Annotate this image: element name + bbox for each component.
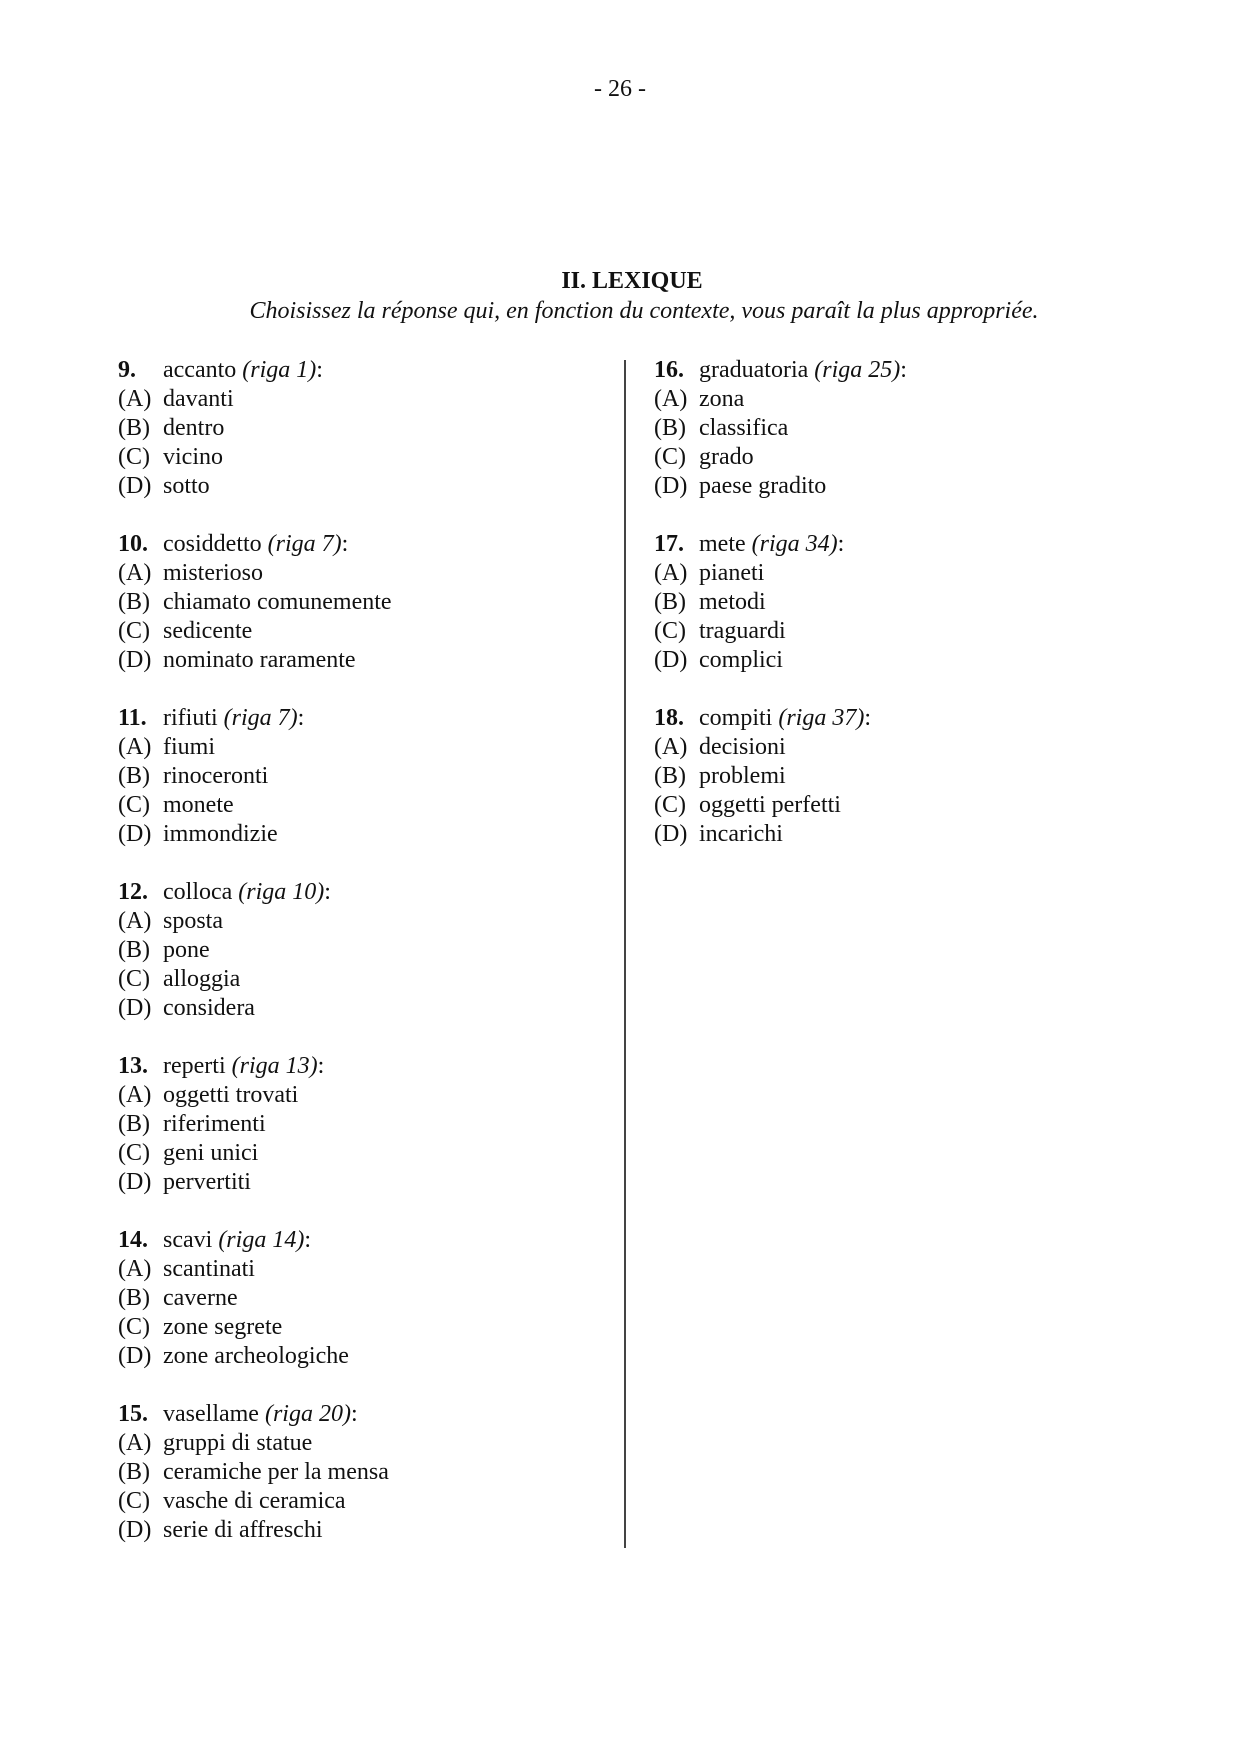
answer-option [118,1139,608,1168]
option-letter: (A) [654,386,688,412]
option-text: vasche di ceramica [163,1488,346,1514]
option-letter: (D) [654,821,688,847]
line-reference: (riga 37) [778,705,865,731]
option-text: incarichi [699,821,783,847]
option-text: scantinati [163,1256,255,1282]
question-word: rifiuti [163,705,218,731]
question-stem [118,704,608,733]
option-letter: (C) [118,966,150,992]
question-word: vasellame [163,1401,259,1427]
question-stem [654,356,1154,385]
option-text: gruppi di statue [163,1430,313,1456]
question-block [118,1226,608,1371]
option-text: zone segrete [163,1314,283,1340]
question-number: 17. [654,531,684,557]
question-stem [118,1400,608,1429]
question-number: 11. [118,705,147,731]
option-text: geni unici [163,1140,259,1166]
answer-option [118,1487,608,1516]
question-number: 14. [118,1227,148,1253]
answer-option [654,385,1154,414]
option-letter: (D) [654,473,688,499]
option-letter: (C) [654,792,686,818]
option-letter: (D) [118,1169,152,1195]
answer-option [118,472,608,501]
option-text: immondizie [163,821,278,847]
option-letter: (B) [118,1111,150,1137]
line-reference: (riga 34) [751,531,838,557]
question-word: cosiddetto [163,531,262,557]
answer-option [118,907,608,936]
option-text: oggetti perfetti [699,792,841,818]
answer-option [654,588,1154,617]
page-number: - 26 - [594,76,646,102]
section-title: II. LEXIQUE [561,268,703,294]
line-reference: (riga 10) [238,879,325,905]
option-text: complici [699,647,783,673]
option-letter: (A) [118,908,152,934]
option-letter: (A) [118,1082,152,1108]
option-letter: (A) [118,1256,152,1282]
option-text: chiamato comunemente [163,589,392,615]
question-block [118,1052,608,1197]
option-text: paese gradito [699,473,827,499]
question-stem [118,356,608,385]
answer-option [118,1313,608,1342]
question-word: mete [699,531,746,557]
line-reference: (riga 1) [242,357,317,383]
stem-colon: : [837,531,845,557]
line-reference: (riga 14) [218,1227,305,1253]
stem-colon: : [900,357,907,383]
column-divider [624,360,626,1548]
option-text: classifica [699,415,789,441]
option-letter: (B) [118,1285,150,1311]
option-letter: (B) [654,763,686,789]
option-letter: (A) [654,734,688,760]
answer-option [118,1284,608,1313]
question-stem [118,530,608,559]
answer-option [118,1516,608,1545]
question-block [654,704,1154,849]
option-letter: (C) [118,1488,150,1514]
answer-option [118,1110,608,1139]
option-text: davanti [163,386,234,412]
answer-option [118,791,608,820]
option-letter: (B) [118,415,150,441]
option-text: oggetti trovati [163,1082,299,1108]
answer-option [118,559,608,588]
option-letter: (C) [118,792,150,818]
question-word: accanto [163,357,237,383]
question-word: compiti [699,705,773,731]
answer-option [118,820,608,849]
question-block [118,530,608,675]
question-number: 16. [654,357,684,383]
option-letter: (B) [654,415,686,441]
stem-colon: : [316,357,323,383]
question-stem [118,1226,608,1255]
question-number: 15. [118,1401,148,1427]
answer-option [118,1342,608,1371]
stem-colon: : [324,879,331,905]
answer-option [654,762,1154,791]
question-number: 13. [118,1053,148,1079]
option-text: serie di affreschi [163,1517,323,1543]
option-text: fiumi [163,734,215,760]
option-letter: (B) [654,589,686,615]
option-letter: (D) [118,821,152,847]
stem-colon: : [341,531,349,557]
option-text: zone archeologiche [163,1343,349,1369]
option-letter: (B) [118,937,150,963]
question-block [118,878,608,1023]
option-letter: (D) [118,1343,152,1369]
option-text: rinoceronti [163,763,269,789]
section-instructions: Choisissez la réponse qui, en fonction du contexte, vous paraît la plus appropriée. [249,298,1039,324]
option-letter: (B) [118,589,150,615]
question-block [654,530,1154,675]
option-text: nominato raramente [163,647,356,673]
question-block [118,356,608,501]
option-text: pone [163,937,210,963]
option-letter: (C) [118,618,150,644]
option-letter: (C) [654,618,686,644]
answer-option [654,791,1154,820]
line-reference: (riga 20) [264,1401,351,1427]
option-letter: (D) [118,1517,152,1543]
stem-colon: : [350,1401,358,1427]
option-text: metodi [699,589,766,615]
option-letter: (C) [654,444,686,470]
option-text: grado [699,444,754,470]
question-word: graduatoria [699,357,809,383]
answer-option [118,1255,608,1284]
right-question-column [654,356,1154,878]
answer-option [654,414,1154,443]
answer-option [118,414,608,443]
answer-option [118,1429,608,1458]
option-letter: (D) [118,647,152,673]
option-text: problemi [699,763,786,789]
option-text: sedicente [163,618,253,644]
answer-option [118,936,608,965]
option-text: zona [699,386,745,412]
option-text: sotto [163,473,210,499]
option-letter: (A) [118,1430,152,1456]
option-text: traguardi [699,618,786,644]
option-letter: (A) [118,386,152,412]
answer-option [118,385,608,414]
option-text: caverne [163,1285,238,1311]
answer-option [654,617,1154,646]
answer-option [654,646,1154,675]
option-text: decisioni [699,734,786,760]
answer-option [118,965,608,994]
answer-option [654,820,1154,849]
question-word: colloca [163,879,233,905]
line-reference: (riga 25) [814,357,901,383]
question-block [118,704,608,849]
answer-option [118,994,608,1023]
option-letter: (A) [118,734,152,760]
stem-colon: : [864,705,871,731]
option-text: monete [163,792,234,818]
option-text: misterioso [163,560,263,586]
option-letter: (D) [654,647,688,673]
option-letter: (C) [118,444,150,470]
question-number: 9. [118,357,136,383]
question-word: reperti [163,1053,226,1079]
question-stem [654,530,1154,559]
option-text: ceramiche per la mensa [163,1459,389,1485]
option-letter: (D) [118,995,152,1021]
option-letter: (C) [118,1314,150,1340]
option-text: alloggia [163,966,241,992]
option-text: sposta [163,908,223,934]
line-reference: (riga 13) [231,1053,318,1079]
stem-colon: : [304,1227,311,1253]
answer-option [118,1458,608,1487]
question-stem [654,704,1154,733]
answer-option [654,443,1154,472]
option-text: pianeti [699,560,765,586]
stem-colon: : [317,1053,325,1079]
option-letter: (B) [118,1459,150,1485]
option-text: dentro [163,415,225,441]
answer-option [654,472,1154,501]
answer-option [118,733,608,762]
line-reference: (riga 7) [223,705,298,731]
answer-option [118,1168,608,1197]
option-letter: (A) [654,560,688,586]
question-number: 18. [654,705,684,731]
answer-option [654,559,1154,588]
question-number: 12. [118,879,148,905]
option-text: pervertiti [163,1169,251,1195]
stem-colon: : [297,705,305,731]
option-text: considera [163,995,255,1021]
option-letter: (D) [118,473,152,499]
question-block [654,356,1154,501]
line-reference: (riga 7) [267,531,342,557]
answer-option [118,646,608,675]
answer-option [654,733,1154,762]
question-word: scavi [163,1227,213,1253]
question-block [118,1400,608,1545]
answer-option [118,1081,608,1110]
option-letter: (C) [118,1140,150,1166]
question-number: 10. [118,531,148,557]
answer-option [118,617,608,646]
option-text: riferimenti [163,1111,266,1137]
answer-option [118,443,608,472]
question-stem [118,878,608,907]
question-stem [118,1052,608,1081]
option-letter: (B) [118,763,150,789]
left-question-column [118,356,608,1574]
option-text: vicino [163,444,223,470]
answer-option [118,762,608,791]
option-letter: (A) [118,560,152,586]
answer-option [118,588,608,617]
